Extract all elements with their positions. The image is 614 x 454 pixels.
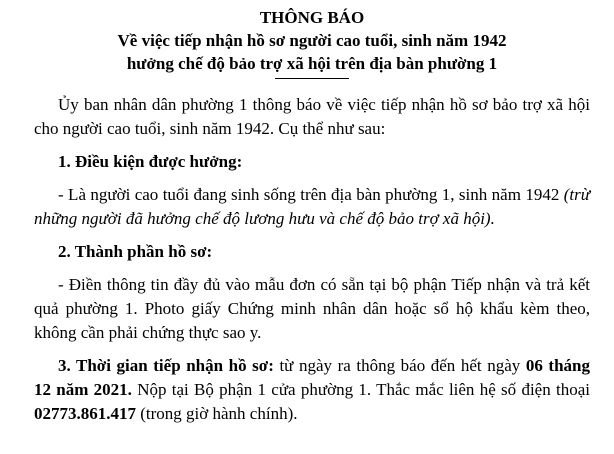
section1-heading xyxy=(34,150,590,174)
section3-heading: 3. Thời gian tiếp nhận hồ sơ: xyxy=(58,356,274,375)
intro-paragraph: Ủy ban nhân dân phường 1 thông báo về việc tiếp nhận hồ sơ bảo trợ xã hội cho người cao tuổi, sinh năm 1942. Cụ thể như sau: xyxy=(34,95,590,138)
section3-deadline: 06 tháng 12 năm 2021. xyxy=(34,356,590,399)
section1-note: (trừ những người đã hưởng chế độ lương hưu và chế độ bảo trợ xã hội). xyxy=(34,185,591,228)
section1-paragraph xyxy=(34,183,590,231)
section2-heading-text: 2. Thành phần hồ sơ: xyxy=(58,242,213,261)
section3-text2: Nộp tại Bộ phận 1 cửa phường 1. Thắc mắc liên hệ số điện thoại xyxy=(131,380,590,399)
section1-text: - Là người cao tuổi đang sinh sống trên địa bàn phường 1, sinh năm 1942 xyxy=(58,185,560,204)
section2-heading xyxy=(34,240,590,264)
header-divider xyxy=(275,78,349,79)
section2-paragraph: - Điền thông tin đầy đủ vào mẫu đơn có sẵn tại bộ phận Tiếp nhận và trả kết quả phường 1. Photo giấy Chứng minh nhân dân hoặc sổ hộ khẩu kèm theo, không cần phải chứng thực sao y. xyxy=(34,275,590,342)
notice-header xyxy=(34,6,590,79)
section3-phone: 02773.861.417 xyxy=(34,404,136,423)
notice-subtitle-line1: Về việc tiếp nhận hồ sơ người cao tuổi, sinh năm 1942 xyxy=(117,31,507,50)
notice-subtitle-line2: hưởng chế độ bảo trợ xã hội trên địa bàn phường 1 xyxy=(126,54,498,73)
section3-text1: từ ngày ra thông báo đến hết ngày xyxy=(273,356,526,375)
section3-paragraph xyxy=(34,354,590,426)
section3-text3: (trong giờ hành chính). xyxy=(136,404,298,423)
section1-heading-text: 1. Điều kiện được hưởng: xyxy=(58,152,243,171)
notice-title: THÔNG BÁO xyxy=(259,8,365,27)
